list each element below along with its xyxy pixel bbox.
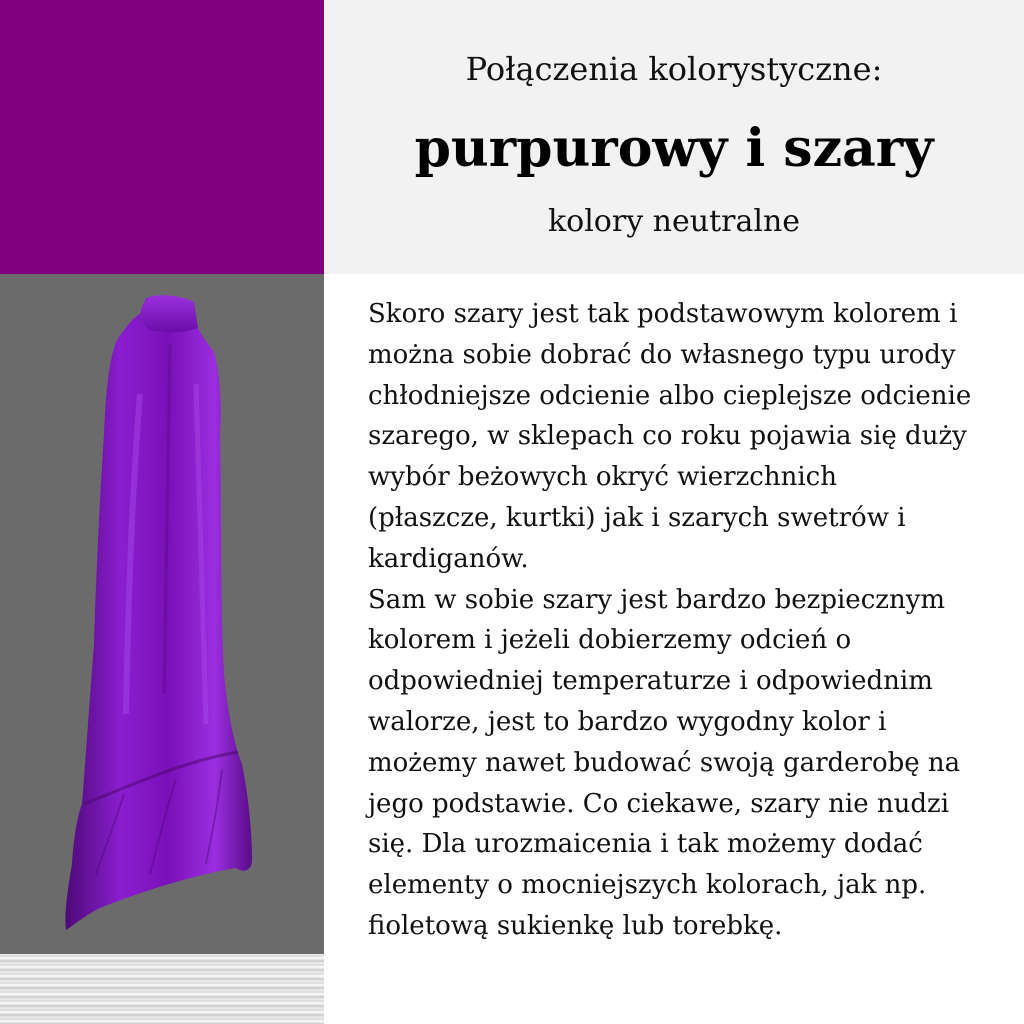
body-line: (płaszcze, kurtki) jak i szarych swetrów i	[368, 502, 906, 533]
body-line: walorze, jest to bardzo wygodny kolor i	[368, 706, 887, 737]
body-line: jego podstawie. Co ciekawe, szary nie nudzi	[368, 788, 950, 819]
subtitle-text: kolory neutralne	[547, 204, 801, 239]
dress-shape	[65, 297, 252, 930]
dress-collar	[140, 295, 198, 332]
body-line: Sam w sobie szary jest bardzo bezpiecznym	[368, 584, 946, 615]
body-line: Skoro szary jest tak podstawowym kolorem i	[368, 299, 958, 329]
header-panel	[324, 0, 1024, 274]
body-line: odpowiedniej temperaturze i odpowiednim	[368, 666, 933, 697]
body-line: elementy o mocniejszych kolorach, jak np.	[368, 870, 927, 901]
body-line: wybór beżowych okryć wierzchnich	[368, 462, 837, 493]
body-line: możemy nawet budować swoją garderobę na	[368, 747, 961, 778]
page-title: purpurowy i szary	[414, 118, 934, 179]
body-line: kolorem i jeżeli dobierzemy odcień o	[368, 625, 852, 656]
body-line: chłodniejsze odcienie albo cieplejsze odcienie	[368, 380, 972, 411]
purple-color-swatch	[0, 0, 324, 274]
body-line: się. Dla urozmaicenia i tak możemy dodać	[368, 829, 923, 860]
body-line: szarego, w sklepach co roku pojawia się duży	[368, 421, 967, 452]
body-line: można sobie dobrać do własnego typu urody	[368, 339, 956, 370]
body-line: fioletową sukienkę lub torebkę.	[368, 910, 783, 941]
body-text	[368, 294, 1018, 947]
body-line: kardiganów.	[368, 543, 529, 574]
eyebrow-text: Połączenia kolorystyczne:	[465, 50, 883, 88]
silver-texture-strip	[0, 954, 324, 1024]
dress-image	[0, 274, 324, 954]
